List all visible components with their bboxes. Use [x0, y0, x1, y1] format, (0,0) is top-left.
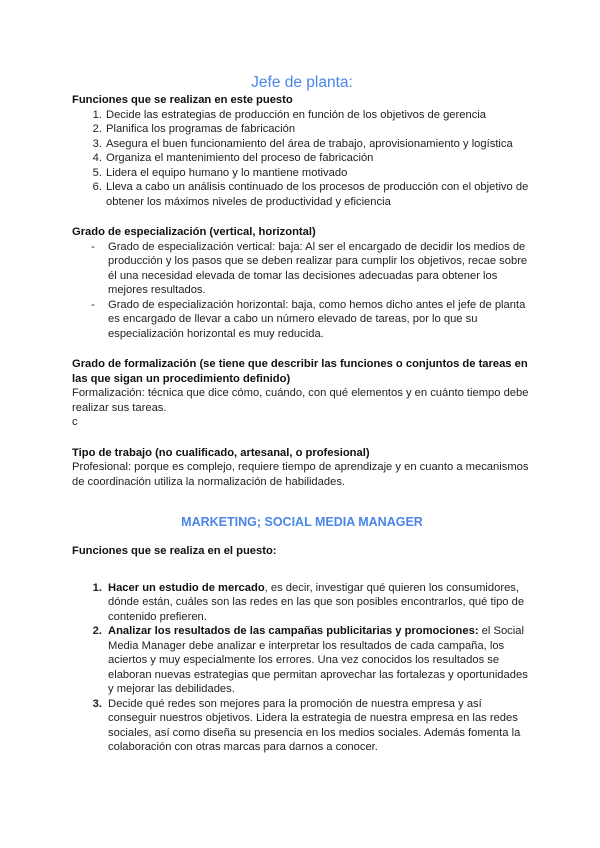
list-item: 4. Organiza el mantenimiento del proceso de fabricación	[92, 152, 374, 164]
list-item: 2. Planifica los programas de fabricación	[92, 123, 296, 135]
list-item: - Grado de especialización horizontal: baja, como hemos dicho antes el jefe de planta es encargado de llevar a cabo un número elevado de tareas, por lo que su especialización horizontal es muy reducida.	[91, 298, 526, 340]
section-title-jefe: Jefe de planta:	[251, 74, 353, 91]
marketing-list	[72, 581, 532, 755]
formalizacion-text: Formalización: técnica que dice cómo, cuándo, con qué elementos y en cuánto tiempo debe realizar sus tareas.	[72, 387, 529, 414]
marketing-funciones-heading: Funciones que se realiza en el puesto:	[72, 545, 277, 557]
list-item: 1. Decide las estrategias de producción en función de los objetivos de gerencia	[92, 108, 486, 121]
list-item: 1. Hacer un estudio de mercado, es decir, investigar qué quieren los consumidores, dónde están, cuáles son las redes en las que son posibles encontrarlos, qué tipo de contenido prefieren.	[92, 581, 525, 623]
funciones-list	[72, 108, 532, 210]
tipo-text: Profesional: porque es complejo, requiere tiempo de aprendizaje y en cuanto a mecanismos de coordinación utiliza la normalización de habilidades.	[72, 461, 529, 488]
document-content	[72, 74, 532, 755]
funciones-heading: Funciones que se realizan en este puesto	[72, 94, 293, 106]
tipo-heading: Tipo de trabajo (no cualificado, artesanal, o profesional)	[72, 446, 370, 459]
list-item: 3. Decide qué redes son mejores para la promoción de nuestra empresa y así conseguir nuestros objetivos. Lidera la estrategia de nuestra empresa en las redes sociales, así como diseña su presencia en los medios sociales. Además fomenta la colaboración con otras marcas para darnos a conocer.	[92, 697, 521, 753]
especializacion-heading: Grado de especialización (vertical, horizontal)	[72, 226, 316, 238]
list-item: 3. Asegura el buen funcionamiento del área de trabajo, aprovisionamiento y logística	[92, 137, 513, 150]
section-title-marketing: MARKETING; SOCIAL MEDIA MANAGER	[181, 515, 423, 529]
especializacion-list	[72, 240, 532, 342]
list-item: 6. Lleva a cabo un análisis continuado de los procesos de producción con el objetivo de obtener los máximos niveles de productividad y eficiencia	[92, 181, 529, 208]
list-item: - Grado de especialización vertical: baja: Al ser el encargado de decidir los medios de producción y los pasos que se deben realizar para cumplir los objetivos, recae sobre él una necesidad elevada de tomar las decisiones adecuadas para obtener los mejores resultados.	[91, 240, 528, 296]
formalizacion-extra: c	[72, 416, 78, 428]
formalizacion-heading: Grado de formalización (se tiene que describir las funciones o conjuntos de tareas en las que sigan un procedimiento definido)	[72, 358, 528, 385]
list-item: 2. Analizar los resultados de las campañas publicitarias y promociones: el Social Media Manager debe analizar e interpretar los resultados de cada campaña, los aciertos y muy especialmente los errores. Una vez conocidos los resultados se elaboran nuevas estrategias que permitan aprovechar las fortalezas y oportunidades y mejorar las debilidades.	[92, 625, 528, 695]
list-item: 5. Lidera el equipo humano y lo mantiene motivado	[92, 166, 348, 179]
